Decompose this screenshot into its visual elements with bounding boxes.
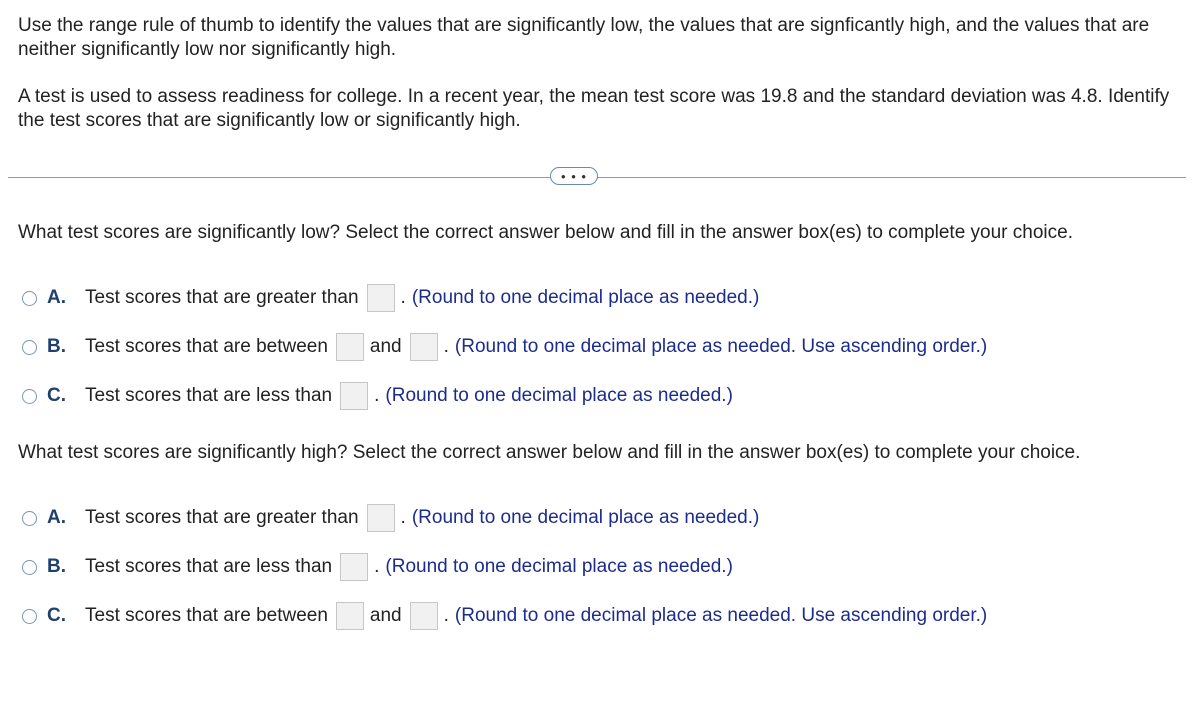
rounding-hint: (Round to one decimal place as needed. Use ascending order.) <box>454 336 988 357</box>
option-text: Test scores that are less than <box>85 556 333 577</box>
answer-box[interactable] <box>367 504 395 532</box>
q2-option-a[interactable] <box>22 502 759 534</box>
answer-box[interactable] <box>367 284 395 312</box>
radio-button[interactable] <box>22 340 37 355</box>
answer-box[interactable] <box>340 553 368 581</box>
period-text: . <box>374 556 380 577</box>
instructions-text: Use the range rule of thumb to identify the values that are significantly low, the values that are signficantly high, and the values that are neither significantly low nor significantly high. <box>18 15 1150 60</box>
option-letter: C. <box>47 385 66 406</box>
radio-button[interactable] <box>22 389 37 404</box>
option-text: Test scores that are greater than <box>85 507 359 528</box>
option-letter: C. <box>47 605 66 626</box>
q1-option-c[interactable] <box>22 380 733 412</box>
answer-box-upper[interactable] <box>410 602 438 630</box>
option-text: Test scores that are between <box>85 336 328 357</box>
q1-option-a[interactable] <box>22 282 759 314</box>
rounding-hint: (Round to one decimal place as needed.) <box>411 287 760 308</box>
option-letter: A. <box>47 287 66 308</box>
answer-box-upper[interactable] <box>410 333 438 361</box>
question-high-prompt: What test scores are significantly high? Select the correct answer below and fill in the answer box(es) to complete your choice. <box>18 442 1081 463</box>
rounding-hint: (Round to one decimal place as needed. Use ascending order.) <box>454 605 988 626</box>
period-text: . <box>443 605 449 626</box>
radio-button[interactable] <box>22 609 37 624</box>
more-button[interactable]: • • • <box>550 167 598 185</box>
option-letter: A. <box>47 507 66 528</box>
answer-box[interactable] <box>340 382 368 410</box>
option-text: Test scores that are between <box>85 605 328 626</box>
option-text: Test scores that are greater than <box>85 287 359 308</box>
q2-option-b[interactable] <box>22 551 733 583</box>
question-low-prompt: What test scores are significantly low? Select the correct answer below and fill in the answer box(es) to complete your choice. <box>18 222 1073 243</box>
q2-option-c[interactable] <box>22 600 987 632</box>
period-text: . <box>400 507 406 528</box>
rounding-hint: (Round to one decimal place as needed.) <box>385 385 733 406</box>
and-text: and <box>369 605 402 626</box>
period-text: . <box>374 385 380 406</box>
and-text: and <box>369 336 402 357</box>
period-text: . <box>443 336 449 357</box>
answer-box-lower[interactable] <box>336 602 364 630</box>
option-letter: B. <box>47 336 66 357</box>
radio-button[interactable] <box>22 560 37 575</box>
option-text: Test scores that are less than <box>85 385 333 406</box>
radio-button[interactable] <box>22 291 37 306</box>
rounding-hint: (Round to one decimal place as needed.) <box>385 556 733 577</box>
radio-button[interactable] <box>22 511 37 526</box>
rounding-hint: (Round to one decimal place as needed.) <box>411 507 760 528</box>
q1-option-b[interactable] <box>22 331 987 363</box>
problem-text: A test is used to assess readiness for college. In a recent year, the mean test score was 19.8 and the standard deviation was 4.8. Identify the test scores that are significantly low or significantly high. <box>18 86 1170 131</box>
answer-box-lower[interactable] <box>336 333 364 361</box>
option-letter: B. <box>47 556 66 577</box>
period-text: . <box>400 287 406 308</box>
